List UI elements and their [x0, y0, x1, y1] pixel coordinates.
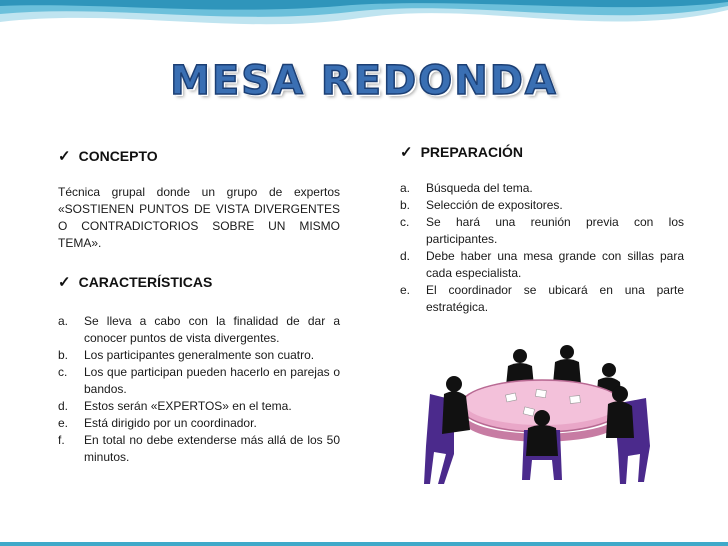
list-item: c. Los que participan pueden hacerlo en parejas o bandos.	[58, 365, 340, 396]
caracteristicas-heading	[58, 273, 212, 291]
list-item: d. Estos serán «EXPERTOS» en el tema.	[58, 399, 292, 413]
list-item: c. Se hará una reunión previa con los participantes.	[400, 215, 684, 246]
list-item: e. El coordinador se ubicará en una parte estratégica.	[400, 283, 684, 314]
list-item: f. En total no debe extenderse más allá de los 50 minutos.	[58, 433, 340, 464]
check-icon: ✓	[58, 274, 71, 291]
concepto-heading	[58, 147, 158, 165]
preparacion-list	[400, 180, 684, 316]
preparacion-heading-label: PREPARACIÓN	[420, 144, 523, 160]
check-icon: ✓	[58, 148, 71, 165]
list-item: a. Se lleva a cabo con la finalidad de dar a conocer puntos de vista divergentes.	[58, 314, 340, 345]
concepto-heading-label: CONCEPTO	[78, 148, 158, 164]
list-item: e. Está dirigido por un coordinador.	[58, 416, 257, 430]
list-item: b. Selección de expositores.	[400, 198, 563, 212]
list-item: a. Búsqueda del tema.	[400, 181, 533, 195]
list-item: b. Los participantes generalmente son cuatro.	[58, 348, 315, 362]
caracteristicas-list	[58, 313, 340, 466]
preparacion-heading	[400, 143, 523, 161]
check-icon: ✓	[400, 144, 413, 161]
caracteristicas-heading-label: CARACTERÍSTICAS	[78, 274, 213, 290]
round-table-illustration	[424, 334, 652, 490]
page-title: MESA REDONDA	[170, 58, 558, 104]
list-item: d. Debe haber una mesa grande con sillas para cada especialista.	[400, 249, 684, 280]
bottom-border	[0, 542, 728, 546]
concepto-text: Técnica grupal donde un grupo de expertos «SOSTIENEN PUNTOS DE VISTA DIVERGENTES O CONTRADICTORIOS SOBRE UN MISMO TEMA».	[58, 185, 340, 250]
